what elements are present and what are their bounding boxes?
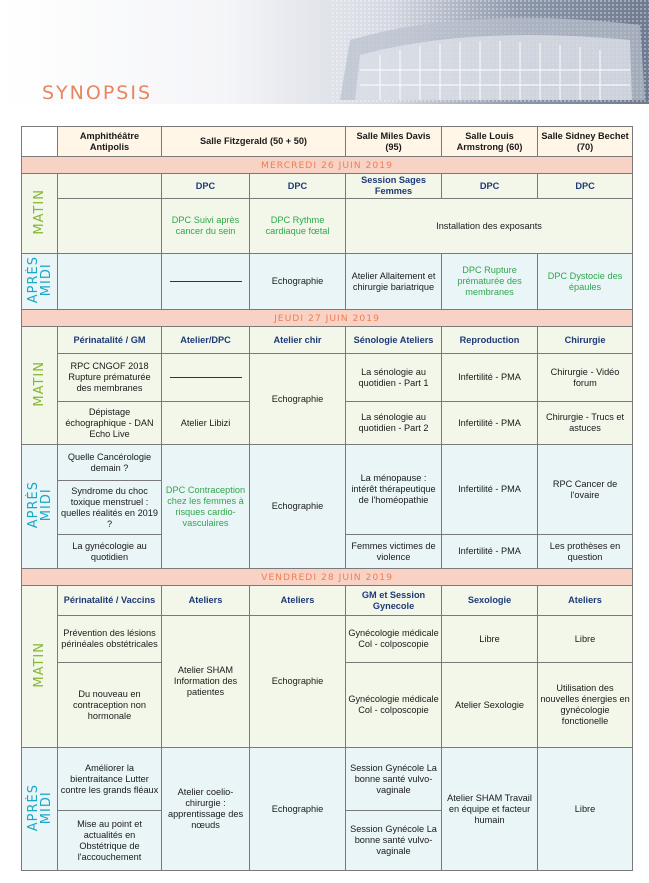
room-header-row [22, 127, 633, 157]
session-cell: Prévention des lésions périnéales obstétricales [58, 616, 162, 663]
track-header: Session Sages Femmes [346, 174, 442, 199]
session-cell: Quelle Cancérologie demain ? [58, 445, 162, 481]
session-cell: Infertilité - PMA [442, 402, 538, 445]
track-header: GM et Session Gynecole [346, 586, 442, 616]
session-cell: DPC Dystocie des épaules [538, 254, 633, 310]
session-cell: La ménopause : intérêt thérapeutique de l'homéopathie [346, 445, 442, 535]
track-header: DPC [538, 174, 633, 199]
track-header: DPC [442, 174, 538, 199]
session-cell: DPC Rythme cardiaque fœtal [250, 199, 346, 254]
session-cell: Du nouveau en contraception non hormonale [58, 663, 162, 748]
track-header: Ateliers [250, 586, 346, 616]
session-label: APRÈS MIDI [22, 748, 58, 871]
session-cell: Echographie [250, 254, 346, 310]
session-cell: DPC Rupture prématurée des membranes [442, 254, 538, 310]
session-cell: Libre [538, 616, 633, 663]
session-cell: Atelier SHAM Information des patientes [162, 616, 250, 748]
session-cell: Infertilité - PMA [442, 354, 538, 402]
session-cell: Femmes victimes de violence [346, 535, 442, 569]
session-cell: La sénologie au quotidien - Part 1 [346, 354, 442, 402]
session-label: MATIN [22, 327, 58, 445]
session-label: MATIN [22, 586, 58, 748]
track-header: Périnatalité / GM [58, 327, 162, 354]
session-cell: Echographie [250, 748, 346, 871]
session-cell: RPC CNGOF 2018 Rupture prématurée des membranes [58, 354, 162, 402]
session-cell: Mise au point et actualités en Obstétrique de l'accouchement [58, 811, 162, 871]
session-cell: Atelier Libizi [162, 402, 250, 445]
synopsis-table [21, 126, 633, 871]
room-header: Salle Sidney Bechet (70) [538, 127, 633, 157]
track-header: Atelier/DPC [162, 327, 250, 354]
track-header: DPC [162, 174, 250, 199]
empty-cell [58, 199, 162, 254]
session-cell: Gynécologie médicale Col - colposcopie [346, 616, 442, 663]
session-cell: Infertilité - PMA [442, 535, 538, 569]
session-cell: Echographie [250, 354, 346, 445]
day-banner: MERCREDI 26 JUIN 2019 [22, 157, 633, 174]
session-cell: Atelier Sexologie [442, 663, 538, 748]
corner-cell [22, 127, 58, 157]
empty-cell [58, 174, 162, 199]
session-cell: Les prothèses en question [538, 535, 633, 569]
session-cell: Libre [442, 616, 538, 663]
day-banner: JEUDI 27 JUIN 2019 [22, 310, 633, 327]
session-cell: Atelier Allaitement et chirurgie bariatrique [346, 254, 442, 310]
empty-cell [58, 254, 162, 310]
track-header: Reproduction [442, 327, 538, 354]
page-title: SYNOPSIS [42, 82, 153, 104]
session-label: MATIN [22, 174, 58, 254]
session-cell: Dépistage échographique - DAN Echo Live [58, 402, 162, 445]
track-header: Atelier chir [250, 327, 346, 354]
session-cell: La sénologie au quotidien - Part 2 [346, 402, 442, 445]
session-cell: Session Gynécole La bonne santé vulvo-vaginale [346, 748, 442, 811]
session-cell: RPC Cancer de l'ovaire [538, 445, 633, 535]
track-header: Périnatalité / Vaccins [58, 586, 162, 616]
room-header: Salle Fitzgerald (50 + 50) [162, 127, 346, 157]
day-banner: VENDREDI 28 JUIN 2019 [22, 569, 633, 586]
session-cell: Chirurgie - Trucs et astuces [538, 402, 633, 445]
track-header: Ateliers [538, 586, 633, 616]
session-cell: Libre [538, 748, 633, 871]
session-label: APRÈS MIDI [22, 445, 58, 569]
track-header: DPC [250, 174, 346, 199]
session-cell: Gynécologie médicale Col - colposcopie [346, 663, 442, 748]
session-cell: Syndrome du choc toxique menstruel : quelles réalités en 2019 ? [58, 481, 162, 535]
room-header: Salle Miles Davis (95) [346, 127, 442, 157]
session-cell: Infertilité - PMA [442, 445, 538, 535]
room-header: Salle Louis Armstrong (60) [442, 127, 538, 157]
session-label: APRÈS MIDI [22, 254, 58, 310]
session-cell: Echographie [250, 616, 346, 748]
session-cell: Améliorer la bientraitance Lutter contre les grands fléaux [58, 748, 162, 811]
session-cell: DPC Contraception chez les femmes à risques cardio-vasculaires [162, 445, 250, 569]
room-header: Amphithéâtre Antipolis [58, 127, 162, 157]
session-cell: Echographie [250, 445, 346, 569]
session-cell: DPC Suivi après cancer du sein [162, 199, 250, 254]
session-cell: Atelier SHAM Travail en équipe et facteur humain [442, 748, 538, 871]
session-cell: Atelier coeliochirurgie : apprentissage des nœuds [162, 748, 250, 871]
empty-cell [162, 354, 250, 402]
track-header: Ateliers [162, 586, 250, 616]
track-header: Chirurgie [538, 327, 633, 354]
empty-cell [162, 254, 250, 310]
session-cell: Utilisation des nouvelles énergies en gynécologie fonctionelle [538, 663, 633, 748]
session-cell: Installation des exposants [346, 199, 633, 254]
session-cell: Session Gynécole La bonne santé vulvo-vaginale [346, 811, 442, 871]
session-cell: Chirurgie - Vidéo forum [538, 354, 633, 402]
track-header: Sénologie Ateliers [346, 327, 442, 354]
session-cell: La gynécologie au quotidien [58, 535, 162, 569]
track-header: Sexologie [442, 586, 538, 616]
